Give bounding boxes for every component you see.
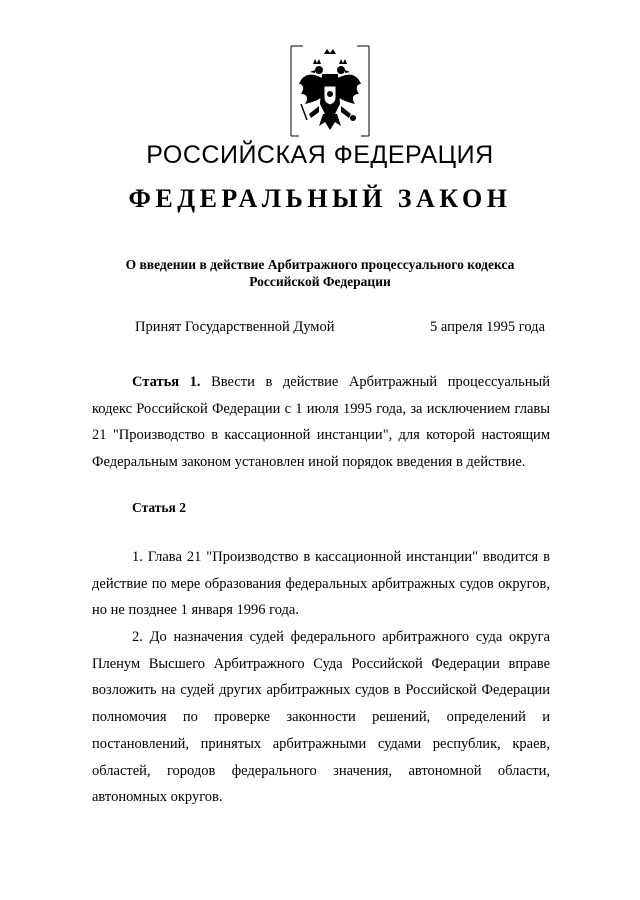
article-2-paragraph-1-text: 1. Глава 21 "Производство в кассационной инстанции" вводится в действие по мере образования федеральных арбитражных судов округов, но не позднее 1 января 1996 года. [92,549,550,619]
law-title [100,256,540,290]
adopted-by: Принят Государственной Думой [135,319,335,335]
law-title-line-2: Российской Федерации [249,274,391,289]
double-headed-eagle-emblem-icon [289,44,371,138]
article-1-text: Ввести в действие Арбитражный процессуальный кодекс Российской Федерации с 1 июля 1995 года, за исключением главы 21 "Производство в кассационной инстанции", для которой настоящим Федеральным законом установлен иной порядок введения в действие. [92,374,550,471]
article-2-label: Статья 2 [132,500,186,515]
country-name: РОССИЙСКАЯ ФЕДЕРАЦИЯ [146,141,494,169]
law-title-line-1: О введении в действие Арбитражного процессуального кодекса [125,257,515,272]
adoption-date: 5 апреля 1995 года [430,319,545,335]
article-1 [92,369,550,476]
article-2-paragraph-2 [92,624,550,811]
article-2-paragraph-2-text: 2. До назначения судей федерального арбитражного суда округа Пленум Высшего Арбитражного Суда Российской Федерации вправе возложить на судей других арбитражных судов в Российской Федерации полномочия по проверке законности решений, определений и постановлений, принятых арбитражными судами республик, краев, областей, городов федерального значения, автономной области, автономных округов. [92,629,550,806]
article-1-label: Статья 1. [132,374,201,390]
document-type: ФЕДЕРАЛЬНЫЙ ЗАКОН [128,184,512,213]
article-2-paragraph-1 [92,544,550,624]
